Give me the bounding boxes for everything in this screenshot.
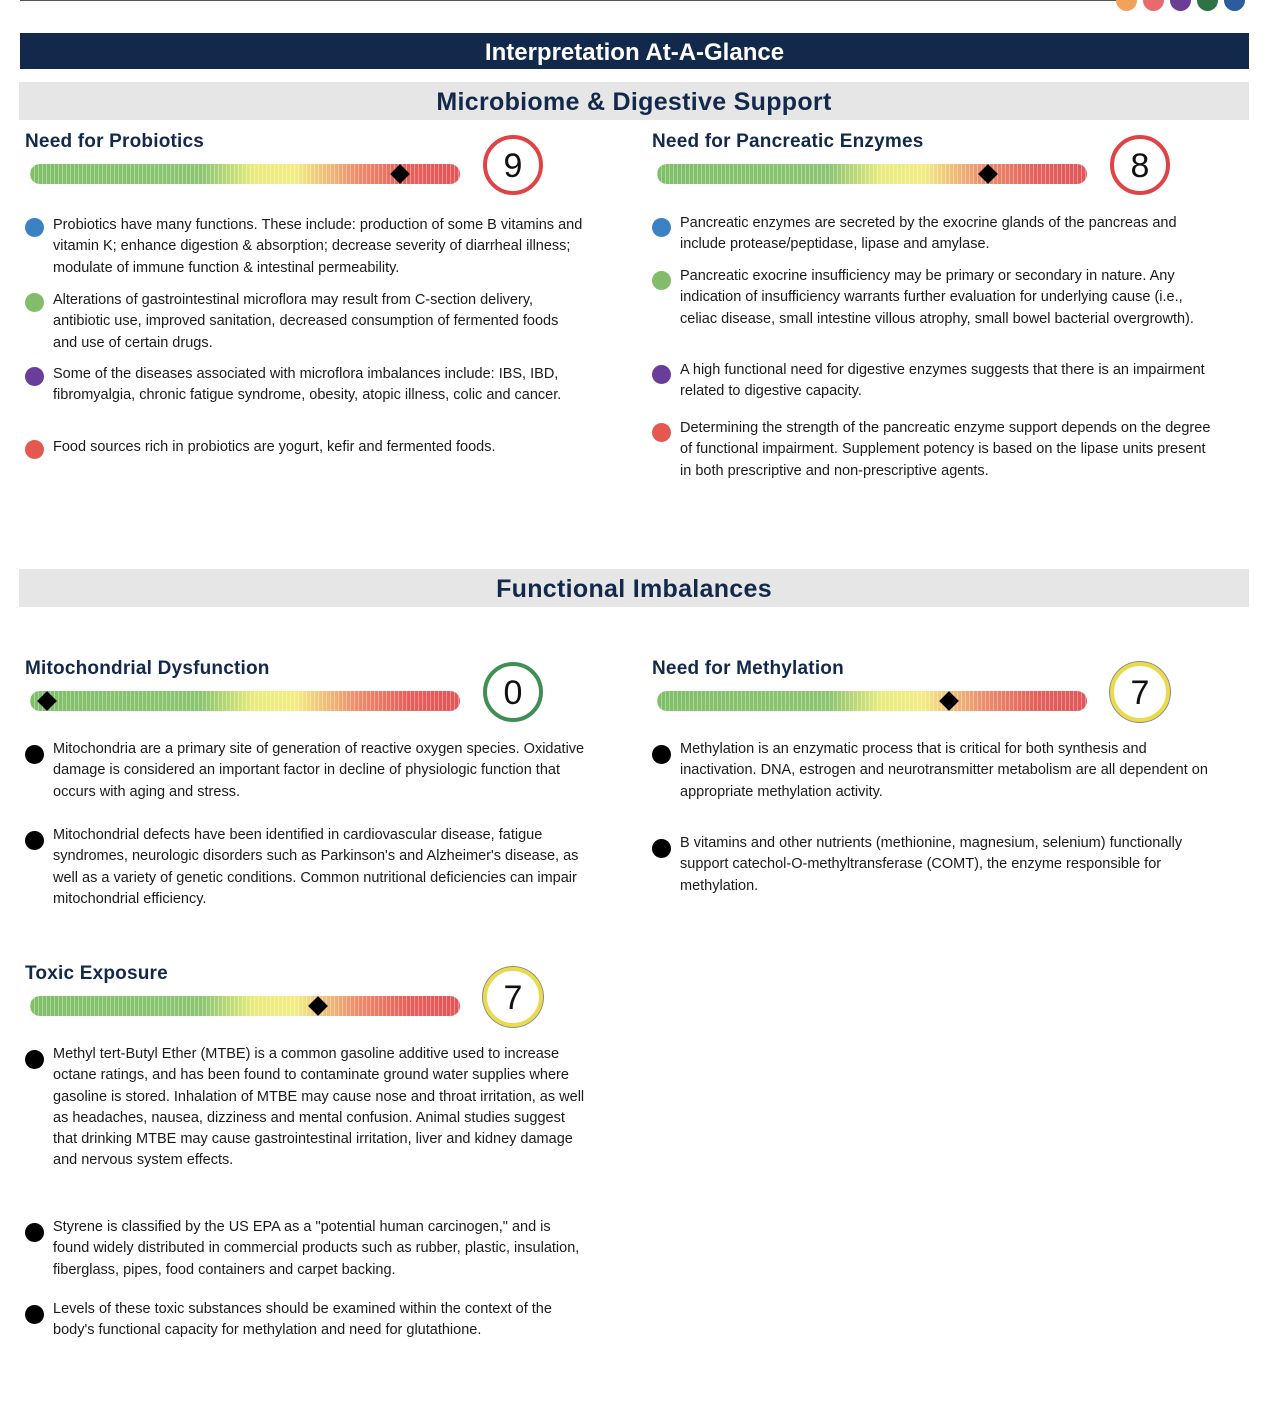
panel-title: Need for Pancreatic Enzymes xyxy=(652,131,924,152)
bullet-text: Styrene is classified by the US EPA as a "potential human carcinogen," and is found widely distributed in commercial products such as rubber, plastic, insulation, fiberglass, pipes, food containers and carpet backing. xyxy=(53,1219,580,1278)
blue-dot-icon xyxy=(1224,0,1245,11)
methylation-panel xyxy=(652,658,1232,894)
green-dot-icon xyxy=(1197,0,1218,11)
brand-dots xyxy=(1116,0,1256,12)
bullet-dot-icon xyxy=(652,365,671,384)
bullet-text: A high functional need for digestive enzymes suggests that there is an impairment related to digestive capacity. xyxy=(680,362,1205,400)
bullet-dot-icon xyxy=(25,218,44,237)
bullet-text: Probiotics have many functions. These include: production of some B vitamins and vitamin K; enhance digestion & absorption; decrease severity of diarrheal illness; modulate of immune function & intestinal permeability. xyxy=(53,217,583,276)
bullet-dot-icon xyxy=(25,367,44,386)
bullet-text: Levels of these toxic substances should be examined within the context of the body's functional capacity for methylation and need for glutathione. xyxy=(53,1301,552,1339)
score-gradient-bar xyxy=(657,164,1087,184)
orange-dot-icon xyxy=(1116,0,1137,11)
list-item xyxy=(25,1217,585,1281)
panel-title: Toxic Exposure xyxy=(25,963,168,984)
bullet-dot-icon xyxy=(652,423,671,442)
top-rule xyxy=(20,0,1130,1)
bullet-dot-icon xyxy=(652,218,671,237)
panel-title: Need for Probiotics xyxy=(25,131,205,152)
list-item xyxy=(652,739,1212,803)
list-item xyxy=(652,266,1212,330)
bullet-text: Pancreatic enzymes are secreted by the exocrine glands of the pancreas and include protease/peptidase, lipase and amylase. xyxy=(680,215,1177,253)
bullet-dot-icon xyxy=(652,745,671,764)
pancreatic-enzymes-panel xyxy=(652,131,1232,479)
bullet-dot-icon xyxy=(25,1050,44,1069)
bullet-dot-icon xyxy=(25,831,44,850)
bullet-dot-icon xyxy=(25,1223,44,1242)
score-gradient-bar xyxy=(657,691,1087,711)
bullet-text: Mitochondrial defects have been identified in cardiovascular disease, fatigue syndromes, neurologic disorders such as Parkinson's and Alzheimer's disease, as well as a variety of genetic conditions. Common nutritional deficiencies can impair mitochondrial efficiency. xyxy=(53,827,579,907)
bullet-text: B vitamins and other nutrients (methionine, magnesium, selenium) functionally support catechol-O-methyltransferase (COMT), the enzyme responsible for methylation. xyxy=(680,835,1183,894)
list-item xyxy=(25,1299,585,1342)
bullet-dot-icon xyxy=(25,293,44,312)
bullet-dot-icon xyxy=(25,1305,44,1324)
bullet-text: Food sources rich in probiotics are yogurt, kefir and fermented foods. xyxy=(53,439,496,455)
bullet-text: Pancreatic exocrine insufficiency may be primary or secondary in nature. Any indication of insufficiency warrants further evaluation for underlying cause (i.e., celiac disease, small intestine villous atrophy, small bowel bacterial overgrowth). xyxy=(680,268,1194,327)
panel-title: Need for Methylation xyxy=(652,658,844,679)
score-gradient-bar xyxy=(30,691,460,711)
purple-dot-icon xyxy=(1170,0,1191,11)
bullet-dot-icon xyxy=(25,440,44,459)
panel-title: Mitochondrial Dysfunction xyxy=(25,658,270,679)
score-circle: 8 xyxy=(1110,135,1170,195)
probiotics-panel xyxy=(25,131,605,455)
list-item xyxy=(652,360,1212,403)
list-item xyxy=(25,290,585,354)
list-item xyxy=(652,213,1212,256)
score-circle: 0 xyxy=(483,662,543,722)
section-title-functional: Functional Imbalances xyxy=(19,569,1249,607)
score-circle: 7 xyxy=(1110,662,1170,722)
list-item xyxy=(25,1044,585,1172)
section-title-microbiome: Microbiome & Digestive Support xyxy=(19,82,1249,120)
bullet-text: Mitochondria are a primary site of generation of reactive oxygen species. Oxidative damage is considered an important factor in decline of physiologic function that occurs with aging and stress. xyxy=(53,741,585,800)
list-item xyxy=(25,364,585,407)
list-item xyxy=(25,825,585,910)
bullet-dot-icon xyxy=(25,745,44,764)
bullet-dot-icon xyxy=(652,271,671,290)
coral-dot-icon xyxy=(1143,0,1164,11)
score-gradient-bar xyxy=(30,996,460,1016)
list-item xyxy=(652,418,1212,482)
list-item xyxy=(25,437,585,458)
bullet-text: Methyl tert-Butyl Ether (MTBE) is a common gasoline additive used to increase octane ratings, and has been found to contaminate ground water supplies where gasoline is stored. Inhalation of MTBE may cause nose and throat irritation, as well as headaches, nausea, dizziness and mental confusion. Animal studies suggest that drinking MTBE may cause gastrointestinal irritation, liver and kidney damage and nervous system effects. xyxy=(53,1046,585,1169)
bullet-dot-icon xyxy=(652,839,671,858)
bullet-text: Some of the diseases associated with microflora imbalances include: IBS, IBD, fibromyalgia, chronic fatigue syndrome, obesity, atopic illness, colic and cancer. xyxy=(53,366,562,404)
bullet-text: Alterations of gastrointestinal microflora may result from C-section delivery, antibiotic use, improved sanitation, decreased consumption of fermented foods and use of certain drugs. xyxy=(53,292,559,351)
list-item xyxy=(652,833,1212,897)
toxic-exposure-panel xyxy=(25,963,605,1339)
mitochondrial-dysfunction-panel xyxy=(25,658,605,907)
page-title: Interpretation At-A-Glance xyxy=(20,33,1249,69)
bullet-text: Determining the strength of the pancreatic enzyme support depends on the degree of functional impairment. Supplement potency is based on the lipase units present in both prescriptive and non-prescriptive agents. xyxy=(680,420,1211,479)
list-item xyxy=(25,739,585,803)
bullet-text: Methylation is an enzymatic process that is critical for both synthesis and inactivation. DNA, estrogen and neurotransmitter metabolism are all dependent on appropriate methylation activity. xyxy=(680,741,1208,800)
score-circle: 7 xyxy=(483,967,543,1027)
score-circle: 9 xyxy=(483,135,543,195)
list-item xyxy=(25,215,585,279)
